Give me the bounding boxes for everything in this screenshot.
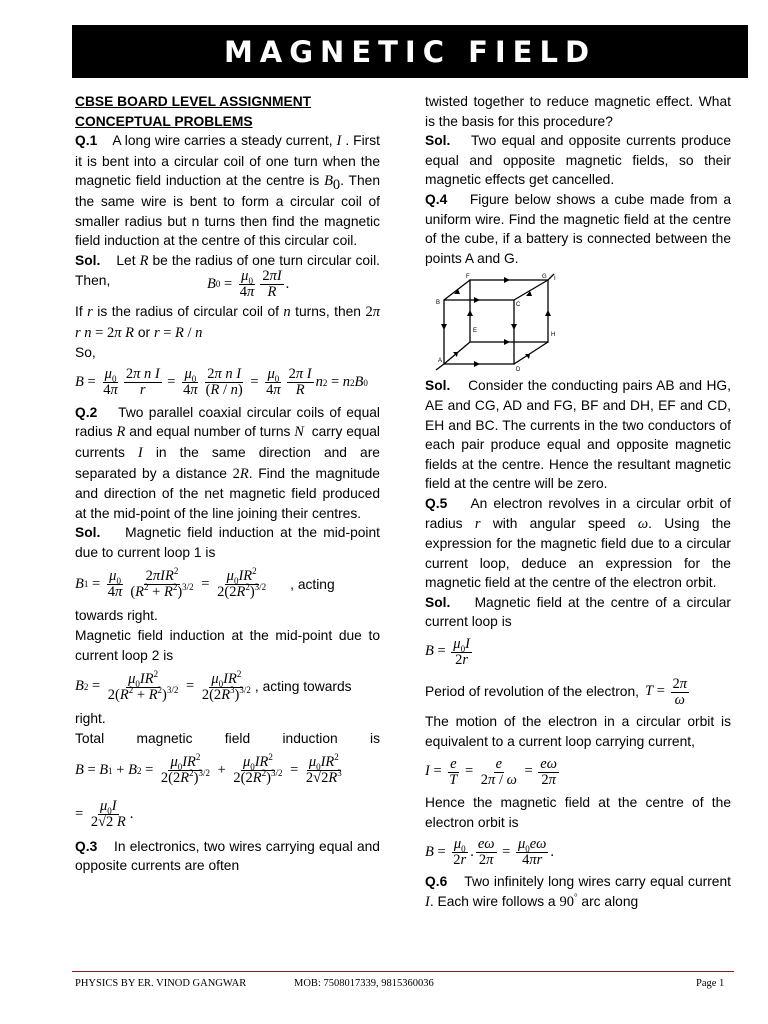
solution-label: Sol. [425, 378, 451, 394]
footer-author: PHYSICS BY ER. VINOD GANGWAR [75, 978, 247, 989]
equation-b-n-turns: B = $\frac{\mu_0}{4\pi}$ $\frac{\text{2π n I}}{r}$ = $\frac{\mu_0}{4\pi}$ $\frac{\text{2π n I}}{(R / n)}$ = $\frac{\mu_0}{4\pi}$ $\frac{\text{2π I}}{R}$ n 2 = n 2 B 0 [75, 366, 368, 399]
question-3-continued: twisted together to reduce magnetic effect. What is the basis for this procedure? [425, 94, 731, 129]
equation-b2: B 2 = $\frac{\mu_0IR^2}{2(R^2 + R^2)^{3/2}}$ = $\frac{\mu_0IR^2}{2(2R^3)^{3/2}}$ , acting towards [75, 668, 352, 703]
solution-1-radius: If r is the radius of circular coil of n turns, then 2π r n = 2π R or r = R / n [75, 303, 380, 341]
cube-label-b: B [436, 300, 441, 307]
text: Figure below shows a cube made from a uniform wire. Find the magnetic field at the centre of the cube, if a battery is connected between the points A and G. [425, 191, 731, 266]
page-title-bar [72, 25, 748, 78]
text: . Each wire follows a [429, 894, 556, 910]
period-line: Period of revolution of the electron, T = $\frac{2\pi}{\omega}$ [425, 675, 688, 708]
cube-label-f: F [466, 274, 470, 281]
text: Two infinitely long wires carry equal current [464, 874, 731, 890]
cube-label-a: A [438, 358, 443, 365]
footer-page-number: Page 1 [696, 978, 725, 989]
question-1: Q.1 A long wire carries a steady current, I . First it is bent into a circular coil of one turn when the magnetic field induction at the centre is $B_0$. Then the same wire is bent to form a circular coil of smaller radius but n turns then find the magnetic field induction at the centre of this circular coil. [75, 133, 380, 249]
solution-2-loop2: Magnetic field induction at the mid-point due to current loop 2 is [75, 628, 380, 663]
text: , acting towards [254, 679, 352, 695]
text: Let [116, 252, 136, 268]
solution-label: Sol. [425, 594, 451, 610]
total-label: Total magnetic field induction is [75, 730, 380, 746]
equation-b-loop: B = $\frac{\mu_0I}{2r}$ [425, 635, 470, 668]
text: with angular speed [492, 515, 626, 531]
solution-4 [425, 376, 731, 494]
text: or [137, 324, 151, 340]
solution-label: Sol. [425, 133, 451, 149]
equation-total: B = B 1 + B 2 = $\frac{\mu_0IR^2}{2(2R^2)^{3/2}}$ + $\frac{\mu_0IR^2}{2(2R^2)^{3/2}}$ = $\frac{\mu_0IR^2}{2√2R^3}$ [75, 752, 342, 787]
text: . Find the magnitude and direction of the net magnetic field produced at the mid-point of the line joining their centres. [75, 465, 380, 521]
cube-label-d: D [516, 367, 521, 373]
so-label: So, [75, 345, 96, 361]
question-label: Q.5 [425, 495, 448, 511]
text: Magnetic field induction at the mid-point due to current loop 1 is [75, 525, 380, 560]
motion-text: The motion of the electron in a circular orbit is equivalent to a current loop carrying current, [425, 714, 731, 749]
cube-label-i: I [554, 276, 556, 283]
cube-label-c: C [516, 302, 521, 309]
page-title: MAGNETIC FIELD [223, 34, 597, 69]
question-6: Q.6 Two infinitely long wires carry equal current I. Each wire follows a 90° arc along [425, 874, 731, 911]
text: Consider the conducting pairs AB and HG, AE and CG, AD and FG, BF and DH, EF and CD, EH and BC. The currents in the two conductors of each pair produce equal and opposite magnetic fields at the centre. Hence the resultant magnetic field at the centre will be zero. [425, 378, 731, 492]
text: , acting [290, 576, 335, 592]
cube-label-g: G [542, 274, 547, 281]
solution-1: Sol. Let R be the radius of one turn circular coil. Then, [75, 252, 381, 289]
text: . Then the same wire is bent to form a circular coil of smaller radius but n turns then find the magnetic field induction at the centre of this circular coil. [75, 173, 380, 249]
left-column [75, 92, 380, 876]
question-5: Q.5 An electron revolves in a circular orbit of radius r with angular speed ω. Using the expression for the magnetic field due to a circular current loop, deduce an expression for the magnetic field at the centre of the electron orbit. [425, 495, 732, 591]
equation-current: I = $\frac{e}{T}$ = $\frac{e}{2\pi / \omega}$ = $\frac{e\omega}{2\pi}$ [425, 755, 557, 788]
assignment-heading: CBSE BOARD LEVEL ASSIGNMENT [75, 94, 312, 109]
footer-mobile: MOB: 7508017339, 9815360036 [294, 978, 434, 989]
equation-b0: B 0 = $\frac{\mu_0}{4\pi}$ $\frac{2\pi I}{R}$ . [207, 267, 290, 300]
right-column [425, 92, 731, 913]
text: In electronics, two wires carrying equal and opposite currents are often [75, 838, 380, 874]
question-3 [75, 837, 380, 876]
text: . Using the expression for the magnetic field due to a circular current loop, deduce an expression for the magnetic field at the centre of the electron orbit. [425, 515, 731, 591]
question-2: Q.2 Two parallel coaxial circular coils of equal radius R and equal number of turns N carry equal currents I in the same direction and are separated by a distance 2R. Find the magnitude and direction of the net magnetic field produced at the mid-point of the line joining their centres. [75, 404, 380, 521]
text: arc along [581, 894, 639, 910]
solution-2 [75, 523, 380, 562]
towards-right: towards right. [75, 608, 158, 624]
text: in the same direction and are separated by a distance [75, 444, 380, 481]
question-label: Q.3 [75, 838, 98, 854]
question-4 [425, 190, 731, 268]
question-label: Q.2 [75, 404, 98, 420]
equation-b-orbit: B = $\frac{\mu_0}{2r}$ . $\frac{e\omega}{2\pi}$ = $\frac{\mu_0e\omega}{4\pi r}$ . [425, 835, 555, 868]
text: If [75, 303, 83, 319]
text: Period of revolution of the electron, [425, 684, 639, 700]
right-label: right. [75, 711, 106, 727]
text: be the radius of one turn circular coil. Then, [75, 252, 381, 289]
question-label: Q.4 [425, 191, 448, 207]
text: An electron revolves in a circular orbit of radius [425, 495, 732, 531]
text: and equal number of turns [129, 424, 291, 440]
text: A long wire carries a steady current, [112, 133, 333, 149]
text: Two parallel coaxial circular coils of equal radius [75, 404, 380, 440]
section-heading: CONCEPTUAL PROBLEMS [75, 113, 253, 129]
hence-text: Hence the magnetic field at the centre of the electron orbit is [425, 795, 731, 830]
footer-rule [72, 971, 734, 972]
solution-5 [425, 593, 731, 632]
equation-total-simplified: = $\frac{\mu_0I}{2√2 R}$ . [75, 798, 134, 831]
solution-3 [425, 131, 731, 190]
question-label: Q.6 [425, 874, 448, 890]
text: Magnetic field at the centre of a circular current loop is [425, 594, 731, 630]
cube-label-h: H [551, 332, 556, 339]
equation-b1: B 1 = $\frac{\mu_0}{4\pi}$ $\frac{2\pi IR^2}{(R^2 + R^2)^{3/2}}$ = $\frac{\mu_0IR^2}{2(2R^2)^{3/2}}$ , acting [75, 566, 335, 600]
cube-label-e: E [473, 328, 478, 335]
solution-label: Sol. [75, 525, 101, 541]
cube-circuit-diagram [430, 272, 560, 372]
text: turns, then [295, 303, 361, 319]
solution-label: Sol. [75, 252, 101, 268]
question-label: Q.1 [75, 133, 98, 149]
text: carry equal currents [75, 424, 380, 460]
text: Two equal and opposite currents produce equal and opposite magnetic fields, so their magnetic effects get cancelled. [425, 133, 731, 188]
text: is the radius of circular coil of [97, 303, 279, 319]
text: . First it is bent into a circular coil of one turn when the magnetic field induction at the centre is [75, 133, 380, 189]
